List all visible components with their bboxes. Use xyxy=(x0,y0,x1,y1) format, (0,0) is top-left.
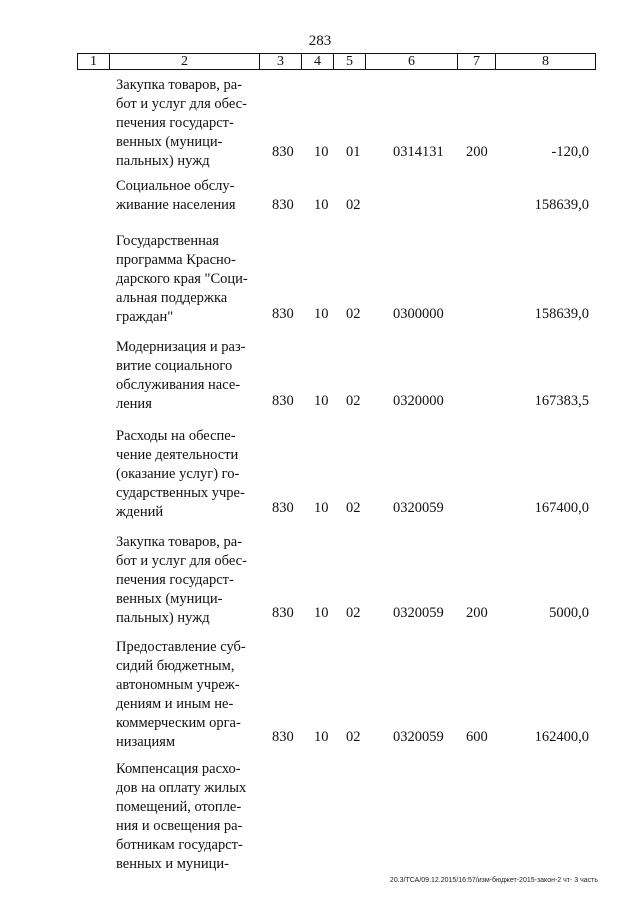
cell-col4: 10 xyxy=(314,306,329,322)
page-number: 283 xyxy=(308,33,332,49)
row-description: Расходы на обеспе- чение деятельности (оказание услуг) го- сударственных учре- ждений xyxy=(116,428,245,520)
column-header-table xyxy=(77,53,596,70)
cell-col4: 10 xyxy=(314,729,329,745)
cell-col6: 0314131 xyxy=(393,144,444,160)
cell-col7: 600 xyxy=(466,729,488,745)
column-header-3: 3 xyxy=(260,54,302,70)
cell-col8: -120,0 xyxy=(551,144,589,160)
cell-col4: 10 xyxy=(314,605,329,621)
column-header-2: 2 xyxy=(110,54,260,70)
cell-col3: 830 xyxy=(272,393,294,409)
cell-col3: 830 xyxy=(272,197,294,213)
cell-col6: 0320059 xyxy=(393,605,444,621)
row-description: Модернизация и раз- витие социального обслуживания насе- ления xyxy=(116,339,246,412)
budget-row xyxy=(0,177,640,215)
cell-col3: 830 xyxy=(272,144,294,160)
column-header-1: 1 xyxy=(78,54,110,70)
column-header-5: 5 xyxy=(334,54,366,70)
cell-col6: 0300000 xyxy=(393,306,444,322)
cell-col7: 200 xyxy=(466,144,488,160)
cell-col5: 02 xyxy=(346,306,361,322)
cell-col4: 10 xyxy=(314,197,329,213)
column-header-4: 4 xyxy=(302,54,334,70)
cell-col4: 10 xyxy=(314,393,329,409)
cell-col6: 0320059 xyxy=(393,729,444,745)
column-header-6: 6 xyxy=(366,54,458,70)
cell-col7: 200 xyxy=(466,605,488,621)
cell-col6: 0320000 xyxy=(393,393,444,409)
cell-col8: 167383,5 xyxy=(534,393,589,409)
cell-col6: 0320059 xyxy=(393,500,444,516)
row-description: Закупка товаров, ра- бот и услуг для обес- печения государст- венных (муници- пальных) нужд xyxy=(116,77,247,169)
row-description: Государственная программа Красно- дарского края "Соци- альная поддержка граждан" xyxy=(116,233,248,325)
cell-col4: 10 xyxy=(314,500,329,516)
budget-row xyxy=(0,338,640,411)
cell-col5: 02 xyxy=(346,500,361,516)
column-header-8: 8 xyxy=(496,54,596,70)
budget-row xyxy=(0,232,640,324)
cell-col3: 830 xyxy=(272,500,294,516)
cell-col8: 5000,0 xyxy=(549,605,589,621)
row-description: Социальное обслу- живание населения xyxy=(116,178,236,213)
budget-row xyxy=(0,533,640,626)
budget-row xyxy=(0,427,640,518)
row-description: Компенсация расхо- дов на оплату жилых помещений, отопле- ния и освещения ра- ботникам государст- венных и муници- xyxy=(116,761,247,872)
cell-col5: 02 xyxy=(346,393,361,409)
cell-col4: 10 xyxy=(314,144,329,160)
column-header-7: 7 xyxy=(458,54,496,70)
cell-col5: 02 xyxy=(346,605,361,621)
cell-col3: 830 xyxy=(272,306,294,322)
row-description: Закупка товаров, ра- бот и услуг для обес- печения государст- венных (муници- пальных) нужд xyxy=(116,534,247,626)
cell-col8: 158639,0 xyxy=(534,197,589,213)
budget-row xyxy=(0,760,640,870)
cell-col5: 01 xyxy=(346,144,361,160)
cell-col3: 830 xyxy=(272,729,294,745)
cell-col3: 830 xyxy=(272,605,294,621)
cell-col5: 02 xyxy=(346,197,361,213)
cell-col8: 162400,0 xyxy=(534,729,589,745)
cell-col5: 02 xyxy=(346,729,361,745)
row-description: Предоставление суб- сидий бюджетным, автономным учреж- дениям и иным не- коммерческим орга- низациям xyxy=(116,639,246,750)
cell-col8: 158639,0 xyxy=(534,306,589,322)
budget-row xyxy=(0,76,640,169)
footer-file-path: 20.3/ТСА/09.12.2015/16:57/изм-бюджет-2015-закон-2 чт- 3 часть xyxy=(389,877,598,884)
cell-col8: 167400,0 xyxy=(534,500,589,516)
budget-row xyxy=(0,638,640,750)
